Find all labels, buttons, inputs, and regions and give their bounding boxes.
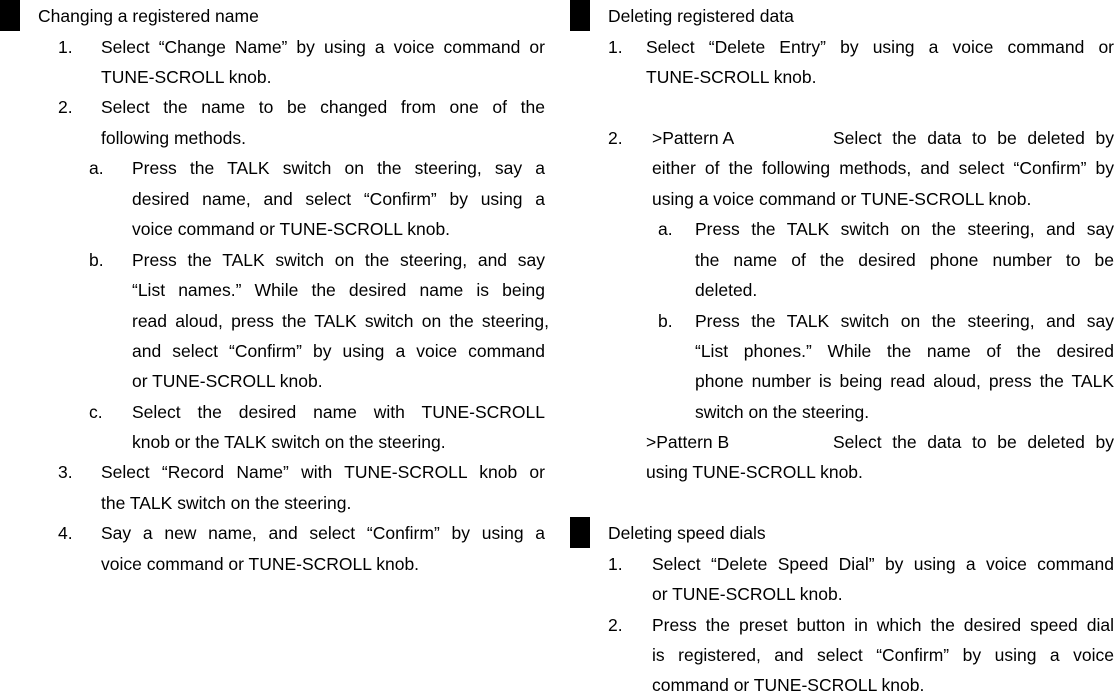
substep-text: desired name, and select “Confirm” by using a [132, 189, 545, 209]
substep-text: Press the TALK switch on the steering, and say [132, 250, 545, 270]
section-title-changing-name: Changing a registered name [38, 6, 259, 26]
step-text: following methods. [101, 128, 246, 148]
substep-text: Select the desired name with TUNE-SCROLL [132, 402, 545, 422]
step-text: Select “Change Name” by using a voice command or [101, 37, 545, 57]
step-text: either of the following methods, and select “Confirm” by [652, 158, 1114, 178]
section-marker-bar [570, 0, 590, 31]
pattern-b-label: >Pattern B [646, 432, 730, 452]
substep-label: b. [89, 250, 104, 270]
step-text: or TUNE-SCROLL knob. [652, 584, 843, 604]
step-text: Select the name to be changed from one of the [101, 97, 545, 117]
step-number: 1. [608, 554, 623, 574]
substep-text: “List phones.” While the name of the desired [695, 341, 1114, 361]
substep-text: and select “Confirm” by using a voice command [132, 341, 545, 361]
substep-text: Press the TALK switch on the steering, and say [695, 311, 1114, 331]
section-marker-bar [570, 517, 590, 548]
section-marker-bar [0, 0, 20, 31]
substep-text: voice command or TUNE-SCROLL knob. [132, 219, 451, 239]
step-number: 2. [58, 97, 73, 117]
substep-text: the name of the desired phone number to be [695, 250, 1114, 270]
step-text: Select “Delete Speed Dial” by using a voice command [652, 554, 1114, 574]
substep-text: switch on the steering. [695, 402, 870, 422]
step-text: using a voice command or TUNE-SCROLL knob. [652, 189, 1032, 209]
step-text: Press the preset button in which the desired speed dial [652, 615, 1114, 635]
step-text: using TUNE-SCROLL knob. [646, 462, 863, 482]
substep-label: b. [658, 311, 673, 331]
step-number: 4. [58, 523, 73, 543]
substep-text: Press the TALK switch on the steering, and say [695, 219, 1114, 239]
step-number: 1. [58, 37, 73, 57]
substep-text: deleted. [695, 280, 758, 300]
step-text: Select the data to be deleted by [833, 432, 1114, 452]
substep-text: knob or the TALK switch on the steering. [132, 432, 446, 452]
step-number: 1. [608, 37, 623, 57]
substep-label: a. [89, 158, 104, 178]
step-text: Select “Delete Entry” by using a voice command or [646, 37, 1114, 57]
section-title-deleting-speed-dials: Deleting speed dials [608, 523, 766, 543]
substep-text: phone number is being read aloud, press the TALK [695, 371, 1114, 391]
substep-label: a. [658, 219, 673, 239]
step-text: TUNE-SCROLL knob. [101, 67, 272, 87]
pattern-a-label: >Pattern A [652, 128, 735, 148]
substep-label: c. [89, 402, 103, 422]
substep-text: read aloud, press the TALK switch on the steering, [132, 311, 549, 331]
step-number: 2. [608, 615, 623, 635]
substep-text: “List names.” While the desired name is being [132, 280, 545, 300]
substep-text: or TUNE-SCROLL knob. [132, 371, 323, 391]
step-text: voice command or TUNE-SCROLL knob. [101, 554, 420, 574]
step-text: Select the data to be deleted by [833, 128, 1114, 148]
step-number: 2. [608, 128, 623, 148]
substep-text: Press the TALK switch on the steering, say a [132, 158, 545, 178]
step-text: Select “Record Name” with TUNE-SCROLL knob or [101, 462, 545, 482]
step-text: Say a new name, and select “Confirm” by using a [101, 523, 545, 543]
step-text: command or TUNE-SCROLL knob. [652, 675, 925, 695]
section-title-deleting-data: Deleting registered data [608, 6, 794, 26]
step-text: the TALK switch on the steering. [101, 493, 352, 513]
step-number: 3. [58, 462, 73, 482]
step-text: TUNE-SCROLL knob. [646, 67, 817, 87]
step-text: is registered, and select “Confirm” by using a voice [652, 645, 1114, 665]
